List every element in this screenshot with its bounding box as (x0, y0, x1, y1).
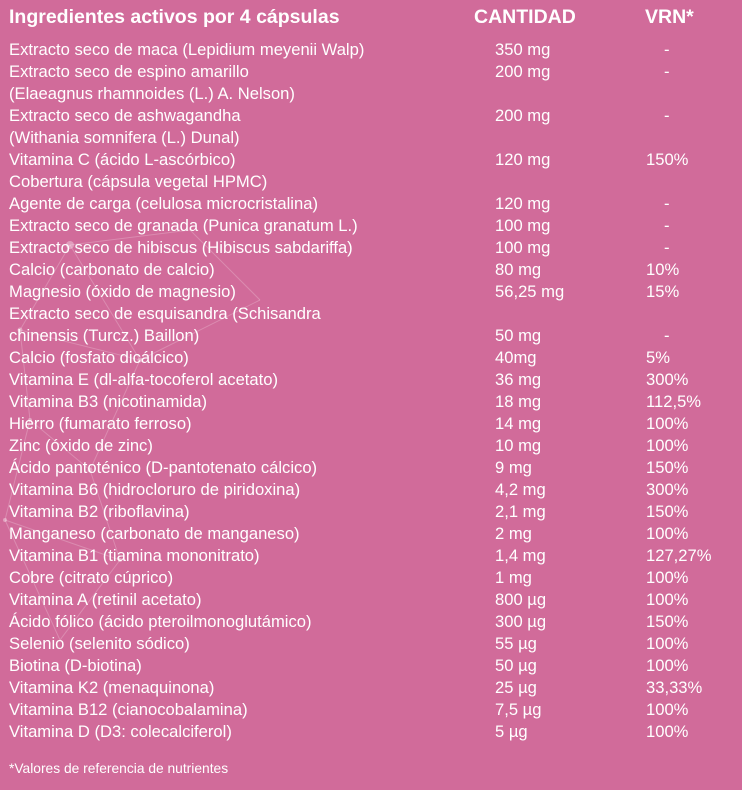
quantity-value: 800 µg (495, 590, 547, 609)
ingredient-line: Vitamina B2 (riboflavina) (9, 502, 190, 521)
quantity-value: 7,5 µg (495, 700, 542, 719)
vrn-value: 33,33% (646, 678, 703, 697)
ingredient-line: Hierro (fumarato ferroso) (9, 414, 192, 433)
table-row (0, 655, 742, 677)
ingredient-line: Magnesio (óxido de magnesio) (9, 282, 236, 301)
ingredient-name (9, 589, 479, 611)
ingredient-line: (Withania somnifera (L.) Dunal) (9, 128, 240, 147)
vrn-value: 100% (646, 524, 689, 543)
vrn-value: - (664, 194, 670, 213)
ingredient-line: Selenio (selenito sódico) (9, 634, 190, 653)
ingredient-name (9, 281, 479, 303)
ingredient-name (9, 699, 479, 721)
ingredient-name (9, 457, 479, 479)
vrn-value: 150% (646, 458, 689, 477)
ingredient-name (9, 479, 479, 501)
vrn-value: 15% (646, 282, 680, 301)
vrn-value: 100% (646, 722, 689, 741)
vrn-value: 150% (646, 150, 689, 169)
vrn-value: - (664, 216, 670, 235)
ingredient-name (9, 567, 479, 589)
ingredient-line: Extracto seco de maca (Lepidium meyenii Walp) (9, 40, 365, 59)
header-vrn: VRN* (645, 6, 694, 28)
ingredient-line: Biotina (D-biotina) (9, 656, 142, 675)
ingredient-name (9, 149, 479, 171)
table-row (0, 369, 742, 391)
quantity-value: 300 µg (495, 612, 547, 631)
quantity-value: 9 mg (495, 458, 532, 477)
quantity-value: 1,4 mg (495, 546, 546, 565)
ingredient-line: Vitamina E (dl-alfa-tocoferol acetato) (9, 370, 279, 389)
ingredient-name (9, 369, 479, 391)
quantity-value: 10 mg (495, 436, 542, 455)
table-row (0, 677, 742, 699)
quantity-value: 200 mg (495, 106, 551, 125)
ingredient-line: Vitamina A (retinil acetato) (9, 590, 202, 609)
ingredient-line: Ácido pantoténico (D-pantotenato cálcico) (9, 458, 318, 477)
quantity-value: 120 mg (495, 194, 551, 213)
table-row (0, 171, 742, 193)
ingredient-name (9, 677, 479, 699)
ingredient-line: (Elaeagnus rhamnoides (L.) A. Nelson) (9, 84, 295, 103)
quantity-value: 80 mg (495, 260, 542, 279)
ingredient-name (9, 413, 479, 435)
ingredient-line: Vitamina K2 (menaquinona) (9, 678, 215, 697)
vrn-value: 112,5% (646, 392, 702, 411)
quantity-value: 36 mg (495, 370, 542, 389)
quantity-value: 200 mg (495, 62, 551, 81)
ingredient-name (9, 61, 479, 105)
table-row (0, 633, 742, 655)
vrn-value: - (664, 62, 670, 81)
vrn-value: - (664, 106, 670, 125)
ingredient-name (9, 633, 479, 655)
table-row (0, 61, 742, 105)
ingredient-name (9, 259, 479, 281)
ingredient-line: Vitamina B3 (nicotinamida) (9, 392, 207, 411)
quantity-value: 56,25 mg (495, 282, 565, 301)
vrn-value: 150% (646, 502, 689, 521)
quantity-value: 350 mg (495, 40, 551, 59)
vrn-value: 100% (646, 436, 689, 455)
ingredient-line: Extracto seco de ashwagandha (9, 106, 241, 125)
ingredient-line: chinensis (Turcz.) Baillon) (9, 326, 200, 345)
vrn-value: 300% (646, 370, 689, 389)
vrn-value: 100% (646, 656, 689, 675)
table-row (0, 501, 742, 523)
quantity-value: 100 mg (495, 238, 551, 257)
ingredient-line: Cobre (citrato cúprico) (9, 568, 174, 587)
table-row (0, 611, 742, 633)
vrn-value: 127,27% (646, 546, 712, 565)
quantity-value: 50 µg (495, 656, 537, 675)
ingredient-line: Agente de carga (celulosa microcristalina) (9, 194, 318, 213)
vrn-value: 100% (646, 590, 689, 609)
ingredient-line: Calcio (fosfato dicálcico) (9, 348, 189, 367)
ingredient-name (9, 193, 479, 215)
vrn-value: - (664, 238, 670, 257)
table-row (0, 457, 742, 479)
table-row (0, 281, 742, 303)
vrn-value: 150% (646, 612, 689, 631)
quantity-value: 50 mg (495, 326, 542, 345)
ingredient-line: Vitamina B12 (cianocobalamina) (9, 700, 248, 719)
ingredient-line: Vitamina C (ácido L-ascórbico) (9, 150, 236, 169)
quantity-value: 40mg (495, 348, 537, 367)
table-row (0, 391, 742, 413)
ingredient-name (9, 611, 479, 633)
table-row (0, 39, 742, 61)
table-header (0, 6, 742, 36)
table-body (0, 39, 742, 743)
ingredient-name (9, 435, 479, 457)
quantity-value: 4,2 mg (495, 480, 546, 499)
table-row (0, 215, 742, 237)
ingredient-line: Zinc (óxido de zinc) (9, 436, 153, 455)
quantity-value: 100 mg (495, 216, 551, 235)
ingredient-name (9, 655, 479, 677)
table-row (0, 567, 742, 589)
table-row (0, 523, 742, 545)
table-row (0, 699, 742, 721)
footnote: *Valores de referencia de nutrientes (9, 761, 229, 776)
ingredient-name (9, 523, 479, 545)
ingredient-name (9, 105, 479, 149)
ingredient-name (9, 39, 479, 61)
table-row (0, 589, 742, 611)
quantity-value: 1 mg (495, 568, 532, 587)
quantity-value: 5 µg (495, 722, 528, 741)
quantity-value: 2,1 mg (495, 502, 546, 521)
ingredient-line: Vitamina B1 (tiamina mononitrato) (9, 546, 260, 565)
table-row (0, 347, 742, 369)
quantity-value: 55 µg (495, 634, 537, 653)
ingredient-line: Calcio (carbonato de calcio) (9, 260, 215, 279)
vrn-value: 100% (646, 634, 689, 653)
table-row (0, 105, 742, 149)
ingredient-name (9, 215, 479, 237)
ingredient-line: Extracto seco de espino amarillo (9, 62, 249, 81)
ingredient-line: Extracto seco de granada (Punica granatum L.) (9, 216, 358, 235)
vrn-value: - (664, 40, 670, 59)
quantity-value: 120 mg (495, 150, 551, 169)
header-ingredients: Ingredientes activos por 4 cápsulas (9, 6, 340, 28)
table-row (0, 721, 742, 743)
table-row (0, 479, 742, 501)
vrn-value: 300% (646, 480, 689, 499)
quantity-value: 18 mg (495, 392, 542, 411)
quantity-value: 25 µg (495, 678, 537, 697)
table-row (0, 259, 742, 281)
ingredient-line: Vitamina D (D3: colecalciferol) (9, 722, 232, 741)
vrn-value: 10% (646, 260, 680, 279)
ingredient-line: Vitamina B6 (hidrocloruro de piridoxina) (9, 480, 301, 499)
ingredient-line: Extracto seco de hibiscus (Hibiscus sabdariffa) (9, 238, 353, 257)
table-row (0, 435, 742, 457)
ingredient-line: Extracto seco de esquisandra (Schisandra (9, 304, 321, 323)
ingredient-line: Manganeso (carbonato de manganeso) (9, 524, 300, 543)
vrn-value: 100% (646, 568, 689, 587)
vrn-value: 100% (646, 414, 689, 433)
table-row (0, 237, 742, 259)
vrn-value: 5% (646, 348, 670, 367)
ingredient-line: Ácido fólico (ácido pteroilmonoglutámico) (9, 612, 312, 631)
vrn-value: - (664, 326, 670, 345)
table-row (0, 149, 742, 171)
quantity-value: 2 mg (495, 524, 532, 543)
ingredient-name (9, 501, 479, 523)
table-row (0, 545, 742, 567)
ingredient-name (9, 303, 479, 347)
vrn-value: 100% (646, 700, 689, 719)
ingredient-line: Cobertura (cápsula vegetal HPMC) (9, 172, 268, 191)
ingredient-name (9, 545, 479, 567)
table-row (0, 193, 742, 215)
ingredient-name (9, 347, 479, 369)
ingredient-name (9, 391, 479, 413)
quantity-value: 14 mg (495, 414, 542, 433)
header-quantity: CANTIDAD (474, 6, 576, 28)
table-row (0, 303, 742, 347)
table-row (0, 413, 742, 435)
ingredient-name (9, 721, 479, 743)
ingredient-name (9, 171, 479, 193)
ingredient-name (9, 237, 479, 259)
